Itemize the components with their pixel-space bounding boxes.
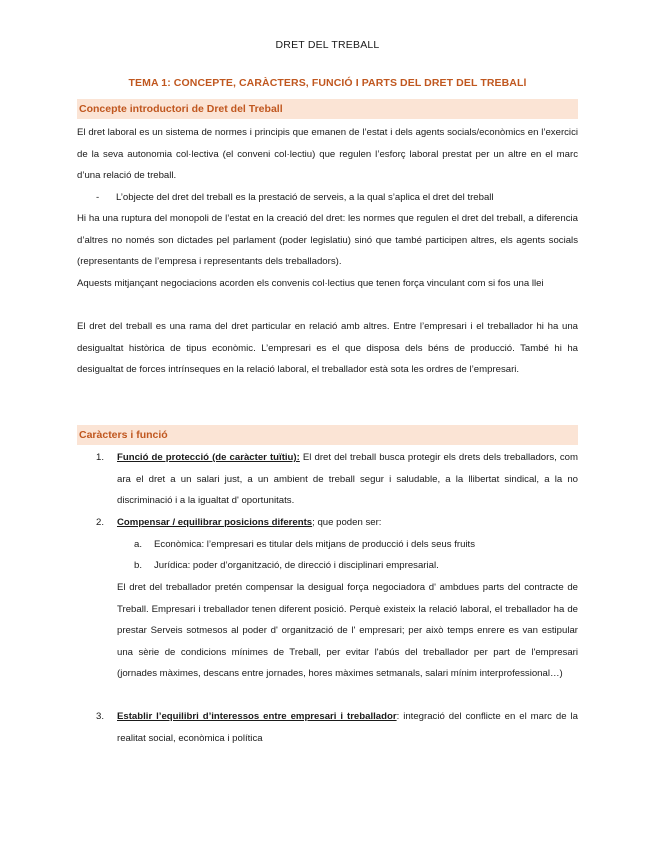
sub-item-marker: b.	[134, 560, 143, 571]
item-text: El dret del treball busca protegir els drets dels treballadors, com ara el dret a un salari just, a un ambient de treball segur i saludable, a la llibertat sindical, a la no discriminació i a la igualtat d' oportunitats.	[117, 452, 578, 506]
paragraph-ruptura: Hi ha una ruptura del monopoli de l’estat en la creació del dret: les normes que regulen el dret del treball, a diferencia d’altres no només son dictades pel parlament (poder legislatiu) sinó que també participen altres, els agents socials (representants de l’empresa i representants dels treballadors).	[77, 213, 578, 267]
item-number: 2.	[96, 517, 105, 528]
sub-item-text: Jurídica: poder d’organització, de direcció i disciplinari empresarial.	[154, 560, 439, 571]
item-bold-title: Funció de protecció (de caràcter tuïtiu):	[117, 452, 300, 463]
item-number: 3.	[96, 711, 105, 722]
document-title: DRET DEL TREBALL	[275, 39, 380, 51]
numbered-item-2	[96, 512, 578, 534]
section-heading-caracters: Caràcters i funció	[77, 425, 578, 445]
numbered-item-3	[96, 706, 578, 749]
sub-item-b	[134, 555, 578, 577]
document-subtitle: TEMA 1: CONCEPTE, CARÀCTERS, FUNCIÓ I PARTS DEL DRET DEL TREBALl	[128, 77, 527, 89]
dash-bullet: -	[96, 192, 100, 203]
item-text: ; que poden ser:	[312, 517, 382, 528]
section-heading-concepte: Concepte introductori de Dret del Treball	[77, 99, 578, 119]
paragraph-convenis: Aquests mitjançant negociacions acorden els convenis col·lectius que tenen força vinculant com si fos una llei	[77, 278, 544, 289]
paragraph-definition: El dret laboral es un sistema de normes i principis que emanen de l’estat i dels agents socials/econòmics en l’exercici de la seva autonomia col·lectiva (el conveni col·lectiu) que regulen l’esforç laboral prestat per un altre en el marc d’una relació de treball.	[77, 127, 578, 181]
item-bold-title: Compensar / equilibrar posicions diferents	[117, 517, 313, 528]
sub-item-a	[134, 534, 578, 556]
item-text: : integració del conflicte en el marc de la realitat social, econòmica i política	[117, 711, 578, 744]
item-bold-title: Establir l’equilibri d’interessos entre empresari i treballador	[117, 711, 397, 722]
sub-item-text: Econòmica: l’empresari es titular dels mitjans de producció i dels seus fruits	[154, 539, 475, 550]
paragraph-compensar: El dret del treballador pretén compensar la desigual força negociadora d' ambdues parts del contracte de Treball. Empresari i treballador tenen diferent posició. Perquè existeix la relació laboral, el treballador ha de prestar Serveis sotmesos al poder d' organització de l' empresari; per això temps enrere es van estipular una sèrie de condicions mínimes de Treball, per evitar l'abús del treballador per part de l'empresari (jornades màximes, descans entre jornades, hores màximes setmanals, salari mínim interprofessional…)	[117, 582, 578, 679]
paragraph-rama: El dret del treball es una rama del dret particular en relació amb altres. Entre l’empresari i el treballador hi ha una desigualtat històrica de tipus econòmic. L’empresari es el que disposa dels béns de producció. També hi ha desigualtat de forces intrínseques en la relació laboral, el treballador està sota les ordres de l’empresari.	[77, 321, 578, 375]
list-item-objecte	[96, 187, 578, 209]
sub-item-marker: a.	[134, 539, 143, 550]
list-item-text: L’objecte del dret del treball es la prestació de serveis, a la qual s’aplica el dret del treball	[116, 192, 494, 203]
numbered-item-1	[96, 447, 578, 512]
item-number: 1.	[96, 452, 105, 463]
